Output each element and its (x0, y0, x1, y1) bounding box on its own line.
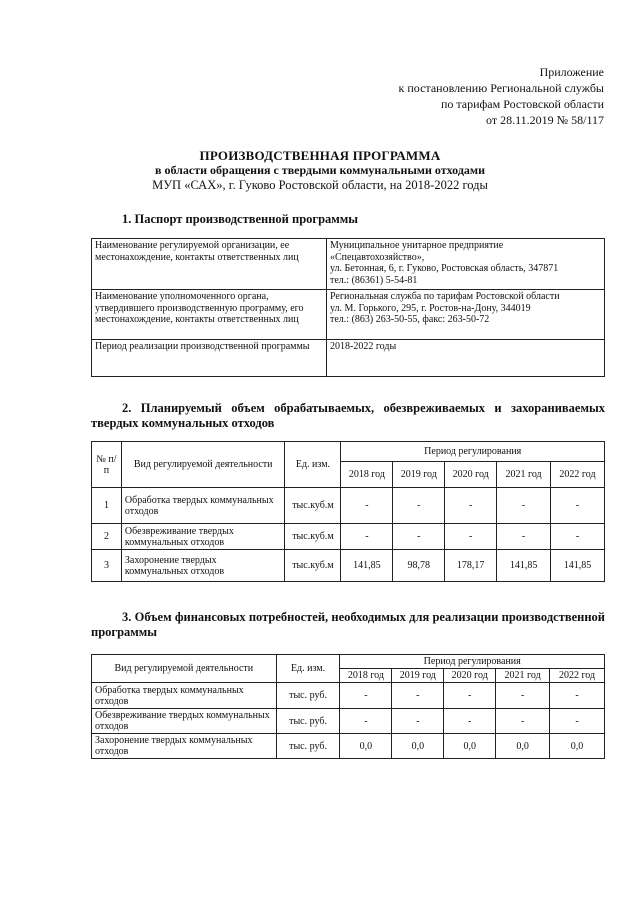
passport-value (327, 340, 605, 377)
row-value: 141,85 (551, 550, 605, 582)
col-header-year: 2020 год (444, 669, 496, 683)
table-row (92, 524, 605, 550)
row-value: 0,0 (392, 734, 444, 759)
title-organization: МУП «САХ», г. Гуково Ростовской области, на 2018-2022 годы (152, 178, 488, 192)
row-value: - (393, 524, 445, 550)
row-value: - (340, 683, 392, 709)
row-value: - (393, 488, 445, 524)
row-value: 141,85 (341, 550, 393, 582)
passport-label: Период реализации производственной программы (92, 340, 327, 377)
row-unit: тыс. руб. (276, 734, 340, 759)
passport-table (91, 238, 605, 377)
row-activity: Обезвреживание твердых коммунальных отходов (92, 709, 277, 734)
appendix-line: от 28.11.2019 № 58/117 (486, 113, 604, 127)
row-num: 2 (92, 524, 122, 550)
passport-value-line: Региональная служба по тарифам Ростовской области (330, 291, 560, 302)
row-activity: Захоронение твердых коммунальных отходов (92, 734, 277, 759)
col-header-period: Период регулирования (340, 655, 605, 669)
table-row (92, 734, 605, 759)
row-value: - (497, 488, 551, 524)
row-unit: тыс. руб. (276, 709, 340, 734)
row-value: - (497, 524, 551, 550)
table-row (92, 340, 605, 377)
col-header-year: 2022 год (551, 462, 605, 488)
col-header-year: 2020 год (445, 462, 497, 488)
col-header-year: 2018 год (341, 462, 393, 488)
appendix-line: к постановлению Региональной службы (398, 81, 604, 95)
title-subtitle: в области обращения с твердыми коммунальными отходами (154, 163, 485, 177)
title-main: ПРОИЗВОДСТВЕННАЯ ПРОГРАММА (199, 148, 441, 163)
row-num: 1 (92, 488, 122, 524)
row-value: - (340, 709, 392, 734)
appendix-line: Приложение (539, 65, 604, 79)
passport-value-line: «Спецавтохозяйство», (330, 251, 425, 263)
passport-label: Наименование уполномоченного органа, утвердившего производственную программу, его местонахождение, контакты ответственных лиц (92, 290, 327, 340)
passport-value (327, 290, 605, 340)
row-value: - (444, 683, 496, 709)
col-header-activity: Вид регулируемой деятельности (121, 442, 285, 488)
row-value: - (496, 683, 550, 709)
row-value: 178,17 (445, 550, 497, 582)
passport-value-line: тел.: (863) 263-50-55, факс: 263-50-72 (330, 314, 490, 325)
volume-table (91, 441, 605, 582)
col-header-year: 2018 год (340, 669, 392, 683)
table-header-row (92, 655, 605, 669)
table-row (92, 290, 605, 340)
row-unit: тыс.куб.м (285, 524, 341, 550)
row-value: - (551, 524, 605, 550)
passport-value-line: ул. М. Горького, 295, г. Ростов-на-Дону, 344019 (330, 302, 531, 314)
col-header-year: 2019 год (392, 669, 444, 683)
col-header-year: 2021 год (496, 669, 550, 683)
passport-value (327, 239, 605, 290)
col-header-unit: Ед. изм. (276, 655, 340, 683)
row-value: - (341, 524, 393, 550)
passport-value-line: ул. Бетонная, 6, г. Гуково, Ростовская область, 347871 (330, 263, 559, 274)
document-title (0, 148, 640, 193)
table-header-row (92, 442, 605, 462)
row-activity: Захоронение твердых коммунальных отходов (121, 550, 285, 582)
col-header-num: № п/п (92, 442, 122, 488)
col-header-activity: Вид регулируемой деятельности (92, 655, 277, 683)
passport-value-line: тел.: (86361) 5-54-81 (330, 274, 418, 286)
table-row (92, 709, 605, 734)
row-activity: Обработка твердых коммунальных отходов (92, 683, 277, 709)
row-value: - (392, 683, 444, 709)
row-value: - (551, 488, 605, 524)
col-header-year: 2021 год (497, 462, 551, 488)
row-value: - (341, 488, 393, 524)
row-activity: Обезвреживание твердых коммунальных отходов (121, 524, 285, 550)
table-row (92, 550, 605, 582)
section-3-heading: 3. Объем финансовых потребностей, необходимых для реализации производственной программы (91, 610, 605, 639)
row-value: - (444, 709, 496, 734)
row-value: - (392, 709, 444, 734)
section-1-heading: 1. Паспорт производственной программы (122, 212, 359, 226)
row-value: - (550, 709, 605, 734)
row-value: - (550, 683, 605, 709)
row-value: - (445, 524, 497, 550)
col-header-year: 2019 год (393, 462, 445, 488)
row-value: 0,0 (550, 734, 605, 759)
table-row (92, 239, 605, 290)
passport-value-line: 2018-2022 годы (330, 341, 397, 352)
row-num: 3 (92, 550, 122, 582)
row-value: - (445, 488, 497, 524)
passport-value-line: Муниципальное унитарное предприятие (330, 240, 504, 251)
row-value: 0,0 (340, 734, 392, 759)
row-value: - (496, 709, 550, 734)
appendix-note (399, 64, 604, 128)
appendix-line: по тарифам Ростовской области (440, 97, 604, 111)
row-value: 0,0 (444, 734, 496, 759)
col-header-period: Период регулирования (341, 442, 605, 462)
table-row (92, 683, 605, 709)
row-value: 141,85 (497, 550, 551, 582)
row-unit: тыс.куб.м (285, 550, 341, 582)
col-header-year: 2022 год (550, 669, 605, 683)
passport-label: Наименование регулируемой организации, ее местонахождение, контакты ответственных лиц (92, 239, 327, 290)
finance-table (91, 654, 605, 759)
section-2-heading: 2. Планируемый объем обрабатываемых, обезвреживаемых и захораниваемых твердых коммунальных отходов (91, 401, 605, 430)
row-value: 98,78 (393, 550, 445, 582)
row-activity: Обработка твердых коммунальных отходов (121, 488, 285, 524)
table-row (92, 488, 605, 524)
row-unit: тыс. руб. (276, 683, 340, 709)
col-header-unit: Ед. изм. (285, 442, 341, 488)
row-value: 0,0 (496, 734, 550, 759)
row-unit: тыс.куб.м (285, 488, 341, 524)
